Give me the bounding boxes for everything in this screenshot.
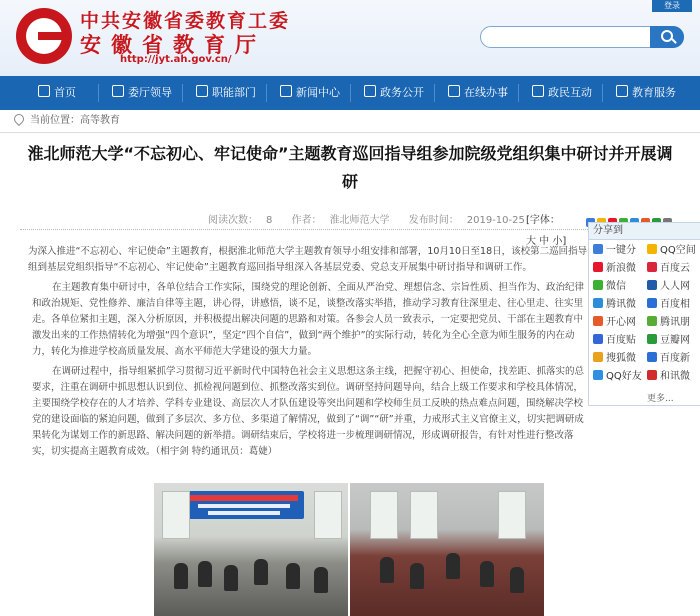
divider [20,229,590,230]
author: 淮北师范大学 [329,215,390,226]
share-item[interactable]: 腾讯朋 [647,315,700,331]
share-item[interactable]: 人人网 [647,279,700,295]
leader-icon [112,85,124,97]
article-body [28,244,588,464]
share-service-icon [593,370,603,380]
site-title-line1: 中共安徽省委教育工委 [80,10,291,32]
site-title-line2: 安徽省教育厅 [80,33,266,57]
share-item[interactable]: 腾讯微 [593,297,649,313]
site-header [0,0,700,76]
share-item[interactable]: 开心网 [593,315,649,331]
share-panel [588,222,700,406]
article-photo-1 [154,483,348,616]
location-pin-icon [12,112,26,126]
share-item[interactable]: 百度贴 [593,333,649,349]
nav-item-gov-affairs[interactable]: 政务公开 [364,76,424,110]
share-service-icon [593,244,603,254]
nav-item-home[interactable]: 首页 [38,76,76,110]
nav-item-interaction[interactable]: 政民互动 [532,76,592,110]
share-item[interactable]: 百度新 [647,351,700,367]
paragraph: 在主题教育集中研讨中，各单位结合工作实际，围绕党的理论创新、全面从严治党、理想信念、宗旨性质、担当作为、政治纪律和政治规矩、党性修养、廉洁自律等主题，讲心得，讲感悟，谈不足，谈整改落实举措，推动学习教育往深里走、往心里走、往实里走。各单位紧扣主题，深入分析原因，并积极提出解决问题的思路和对策。各参会人员一致表示，一定要把党员、干部在主题教育中激发出来的工作热情转化为增强“四个意识”，坚定“四个自信”，做到“两个维护”的实际行动，转化为全心全意为师生服务的内在动力，转化为推进学校高质量发展、高水平师范大学建设的强大力量。 [32,282,585,357]
share-service-icon [593,262,603,272]
share-service-icon [593,316,603,326]
share-item[interactable]: 百度云 [647,261,700,277]
service-icon [448,85,460,97]
main-nav [0,76,700,110]
share-service-icon [647,244,657,254]
article-title: 淮北师范大学“不忘初心、牢记使命”主题教育巡回指导组参加院级党组织集中研讨并开展调研 [27,144,673,191]
share-service-icon [647,352,657,362]
share-item[interactable]: 和讯微 [647,369,700,385]
meeting-banner [184,491,304,519]
view-count: 8 [266,215,273,226]
share-item[interactable]: 一键分 [593,243,649,259]
login-link[interactable]: 登录 [652,0,692,12]
nav-item-leaders[interactable]: 委厅领导 [112,76,172,110]
article-photo-2 [350,483,544,616]
share-item[interactable]: QQ好友 [593,369,649,385]
share-service-icon [647,370,657,380]
share-service-icon [647,334,657,344]
share-item[interactable]: 微信 [593,279,649,295]
site-logo-icon[interactable] [16,8,72,64]
font-size-controls[interactable]: 大 中 小] [526,236,567,247]
share-service-icon [593,298,603,308]
article-meta: 阅读次数： 8 作者： 淮北师范大学 发布时间： 2019-10-25 [208,215,525,226]
breadcrumb-current[interactable]: 高等教育 [80,115,120,126]
document-icon [364,85,376,97]
share-service-icon [647,298,657,308]
font-size-label: [字体： [526,215,560,226]
share-service-icon [593,334,603,344]
department-icon [196,85,208,97]
share-service-icon [593,280,603,290]
nav-item-news[interactable]: 新闻中心 [280,76,340,110]
share-item[interactable]: 豆瓣网 [647,333,700,349]
share-item[interactable]: QQ空间 [647,243,700,259]
search-button[interactable] [650,26,684,48]
publish-date: 2019-10-25 [466,215,525,226]
share-service-icon [647,280,657,290]
home-icon [38,85,50,97]
share-item[interactable]: 新浪微 [593,261,649,277]
nav-item-online-service[interactable]: 在线办事 [448,76,508,110]
paragraph: 为深入推进“不忘初心、牢记使命”主题教育，根据淮北师范大学主题教育领导小组安排和部署，10月10日至18日，该校第二巡回指导组到基层党组织指导“不忘初心、牢记使命”主题教育巡回指导组深入各基层党委、党总支开展集中研讨指导和调研工作。 [28,246,588,273]
nav-item-departments[interactable]: 职能部门 [196,76,256,110]
education-icon [616,85,628,97]
share-item[interactable]: 百度相 [647,297,700,313]
interaction-icon [532,85,544,97]
nav-item-education-service[interactable]: 教育服务 [616,76,676,110]
share-service-icon [647,262,657,272]
share-service-icon [593,352,603,362]
share-item[interactable]: 搜狐微 [593,351,649,367]
breadcrumb: 当前位置：高等教育 [0,110,700,133]
news-icon [280,85,292,97]
paragraph: 在调研过程中，指导组紧抓学习贯彻习近平新时代中国特色社会主义思想这条主线，把握守初心、担使命，找差距、抓落实的总要求，注重在调研中抓思想认识到位、抓检视问题到位、抓整改落实到位。调研坚持问题导向，结合上级工作要求和学校具体情况，主要围绕学校存在的人才培养、学科专业建设、高层次人才队伍建设等突出问题和学校师生员工反映的热点难点问题，围绕解决学校党的建设面临的紧迫问题，做到了多层次、多方位、多渠道了解情况，做到了“调”“研”并重，力戒形式主义官僚主义，切实把调研成果转化为谋划工作的新思路、解决问题的新举措。调研结束后，学校将进一步梳理调研情况，形成调研报告，有针对性进行整改落实，切实提高主题教育成效。（相宇剑 特约通讯员：葛婕） [32,366,585,457]
site-url[interactable]: http://jyt.ah.gov.cn/ [120,54,232,65]
share-service-icon [647,316,657,326]
share-panel-title: 分享到 [589,223,700,240]
share-more-link[interactable]: 更多... [647,394,674,404]
